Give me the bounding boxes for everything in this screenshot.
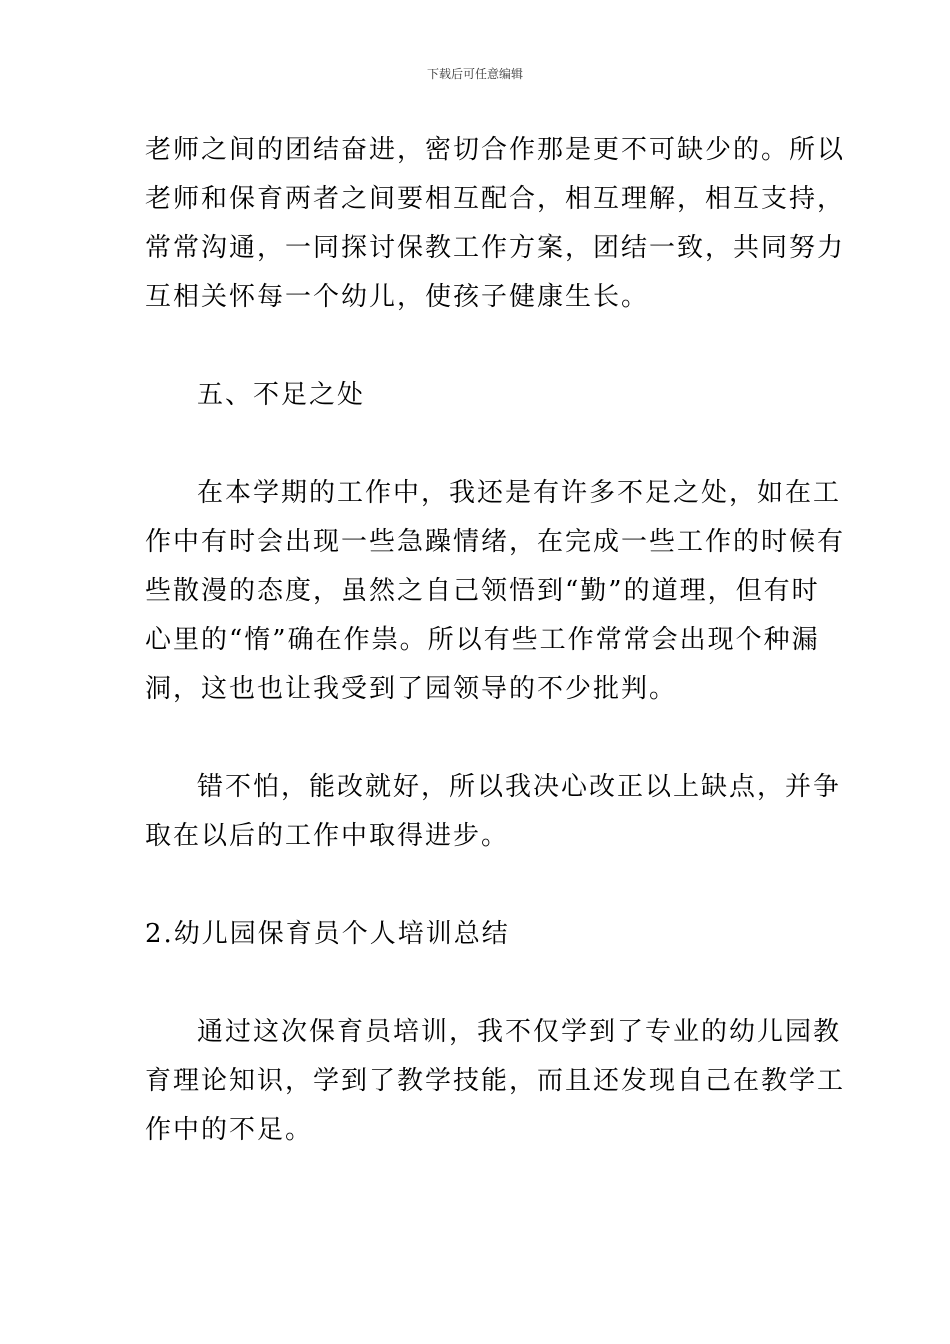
header-note: 下载后可任意编辑 <box>426 67 523 81</box>
paragraph-gap <box>145 959 810 1008</box>
text-line: 互相关怀每一个幼儿，使孩子健康生长。 <box>145 282 650 312</box>
text-line: 些散漫的态度，虽然之自己领悟到“勤”的道理，但有时 <box>145 576 820 606</box>
text-line: 常常沟通，一同探讨保教工作方案，团结一致，共同努力 <box>145 233 846 263</box>
section-heading: 五、不足之处 <box>197 380 366 410</box>
text-line: 作中有时会出现一些急躁情绪，在完成一些工作的时候有 <box>145 527 846 557</box>
paragraph-gap <box>145 714 810 763</box>
text-line: 在本学期的工作中，我还是有许多不足之处，如在工 <box>197 478 842 508</box>
paragraph <box>145 763 842 861</box>
paragraph <box>145 469 846 714</box>
text-line: 错不怕，能改就好，所以我决心改正以上缺点，并争 <box>197 772 842 802</box>
text-line: 通过这次保育员培训，我不仅学到了专业的幼儿园教 <box>197 1017 842 1047</box>
section-heading: 2.幼儿园保育员个人培训总结 <box>145 919 510 949</box>
text-line: 取在以后的工作中取得进步。 <box>145 821 510 851</box>
paragraph-gap <box>145 861 810 910</box>
paragraph-gap <box>145 322 810 371</box>
text-line: 老师之间的团结奋进，密切合作那是更不可缺少的。所以 <box>145 135 846 165</box>
text-line: 老师和保育两者之间要相互配合，相互理解，相互支持， <box>145 184 846 214</box>
text-line: 洞，这也也让我受到了园领导的不少批判。 <box>145 674 678 704</box>
paragraph <box>145 1008 846 1155</box>
text-line: 育理论知识，学到了教学技能，而且还发现自己在教学工 <box>145 1066 846 1096</box>
paragraph-gap <box>145 420 810 469</box>
text-line: 心里的“惰”确在作祟。所以有些工作常常会出现个种漏 <box>145 625 820 655</box>
document-body <box>145 126 846 1155</box>
paragraph <box>145 126 846 322</box>
text-line: 作中的不足。 <box>145 1115 314 1145</box>
